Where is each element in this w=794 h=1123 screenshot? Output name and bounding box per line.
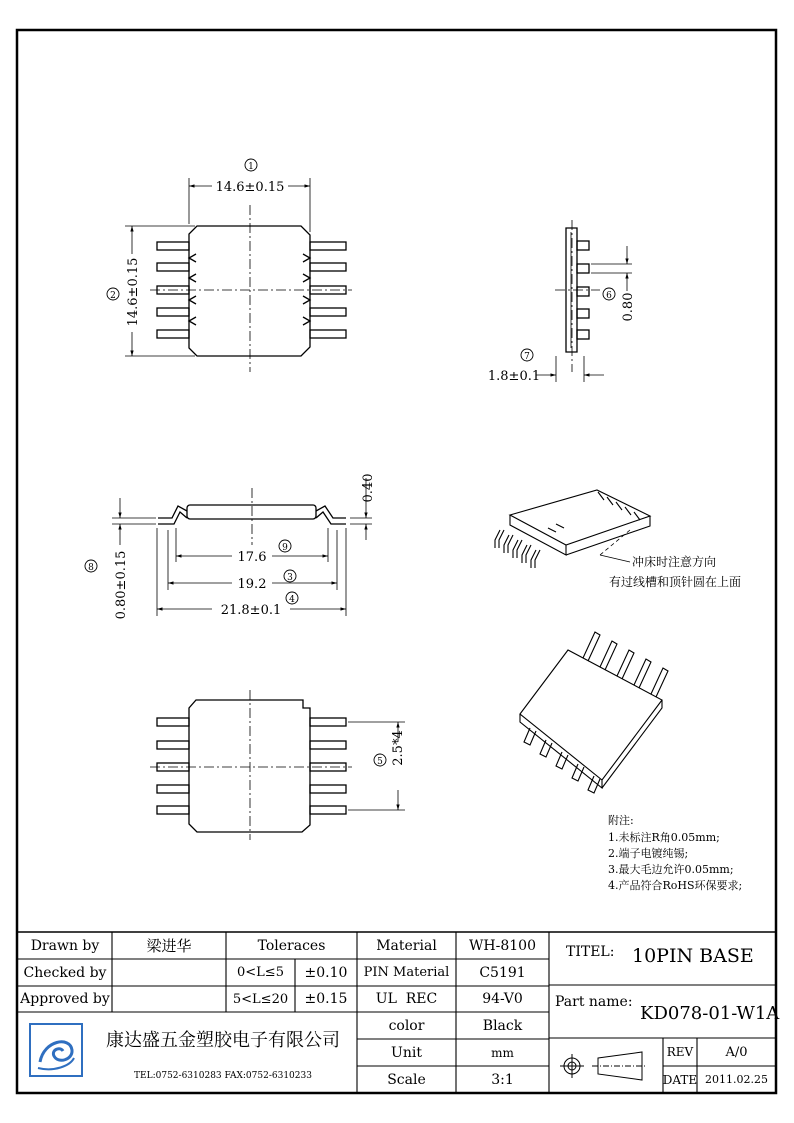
scale-label: Scale [387,1071,426,1088]
date-label: DATE [662,1072,698,1087]
pin [157,741,189,749]
wire-slot [189,274,196,282]
pin [157,330,189,338]
leader-line [600,555,630,562]
pin-material-value: C5191 [479,964,526,981]
side-view-dimensions [536,246,632,382]
note-item: 1.未标注R角0.05mm; [608,831,720,844]
rev-label: REV [666,1045,694,1059]
pin [577,287,589,296]
unit-label: Unit [391,1044,422,1061]
pin-material-label: PIN Material [363,965,450,980]
dim-front-176: 17.6 [237,550,267,565]
top-view-body [189,226,310,356]
bottom-view [157,700,346,832]
scale-value: 3:1 [491,1071,514,1088]
dim-side-pitch: 0.80 [621,292,636,322]
isometric-view-bottom [520,632,668,793]
dim-side-thickness: 1.8±0.1 [487,369,541,384]
wire-slot [303,317,310,325]
dim-top-width: 14.6±0.15 [215,180,285,195]
unit-value: mm [491,1045,514,1060]
front-left-lead [158,506,187,518]
ul-value: 94-V0 [482,991,523,1007]
balloon-3-number: 3 [287,573,293,583]
pin [577,309,589,318]
company-name: 康达盛五金塑胶电子有限公司 [106,1030,340,1051]
pin [310,263,346,271]
note-item: 4.产品符合RoHS环保要求; [608,879,743,892]
company-logo [30,1024,82,1076]
part-number: KD078-01-W1A [640,1002,780,1024]
pin [310,806,346,814]
balloon-9-number: 9 [282,543,288,553]
material-label: Material [376,937,437,954]
isometric-view-top [495,490,650,568]
tolerance-range-2: 5<L≤20 [232,991,289,1007]
pin [577,264,589,273]
pin [157,806,189,814]
pin [157,308,189,316]
front-view-body [187,505,316,519]
pin [310,785,346,793]
color-value: Black [482,1017,523,1034]
top-view [157,226,346,356]
bottom-view-body [189,700,310,832]
note-item: 3.最大毛边允许0.05mm; [608,863,734,876]
checked-by-label: Checked by [23,964,107,981]
date-value: 2011.02.25 [705,1073,768,1086]
wire-slot [189,317,196,325]
wire-slot [303,254,310,262]
drawing-title: 10PIN BASE [632,945,754,967]
pin [577,330,589,339]
tolerance-value-2: ±0.15 [304,991,348,1007]
company-contact: TEL:0752-6310283 FAX:0752-6310233 [134,1071,312,1081]
pin [157,785,189,793]
pin [310,330,346,338]
title-label: TITEL: [566,944,615,960]
dim-front-080: 0.80±0.15 [114,550,129,620]
wire-slot [303,296,310,304]
dim-bottom-pitch: 2.5*4 [391,730,406,766]
projection-symbol [560,1052,646,1080]
balloon-7-number: 7 [524,352,530,362]
top-view-centerlines [150,205,352,372]
iso-note-1: 冲床时注意方向 [632,555,717,569]
iso-note-2: 有过线槽和顶针圆在上面 [609,575,742,589]
ul-label: UL REC [375,991,438,1007]
bottom-view-centerlines [150,690,352,840]
pin [310,741,346,749]
wire-slot [189,254,196,262]
balloon-6-number: 6 [606,291,612,301]
color-label: color [388,1017,425,1034]
rev-value: A/0 [725,1044,748,1060]
balloon-4-number: 4 [289,595,295,605]
dim-front-040: 0.40 [361,473,376,503]
approved-by-label: Approved by [20,991,110,1007]
dim-top-height: 14.6±0.15 [126,257,141,327]
top-view-dimensions [125,178,310,356]
material-value: WH-8100 [469,937,536,954]
pin [157,263,189,271]
notes-heading: 附注: [608,814,634,827]
pin [157,242,189,250]
front-view-dimensions [112,478,372,616]
front-right-lead [316,506,346,518]
dim-front-218: 21.8±0.1 [220,603,282,618]
drawn-by-label: Drawn by [30,937,100,954]
balloon-1-number: 1 [248,162,254,172]
part-name-label: Part name: [555,994,633,1010]
wire-slot [189,296,196,304]
balloon-8-number: 8 [88,563,94,573]
balloon-2-number: 2 [110,291,116,301]
pin [577,241,589,250]
tolerance-value-1: ±0.10 [304,964,348,981]
pin [310,242,346,250]
drawn-by-value: 梁进华 [146,937,192,955]
note-item: 2.端子电镀纯锡; [608,847,689,860]
tolerance-range-1: 0<L≤5 [237,965,284,980]
leader-line [600,530,630,555]
tolerances-label: Toleraces [257,937,326,954]
wire-slot [303,274,310,282]
pin [310,308,346,316]
dim-front-192: 19.2 [237,577,267,592]
pin [157,718,189,726]
pin [310,718,346,726]
balloon-5-number: 5 [377,757,383,767]
